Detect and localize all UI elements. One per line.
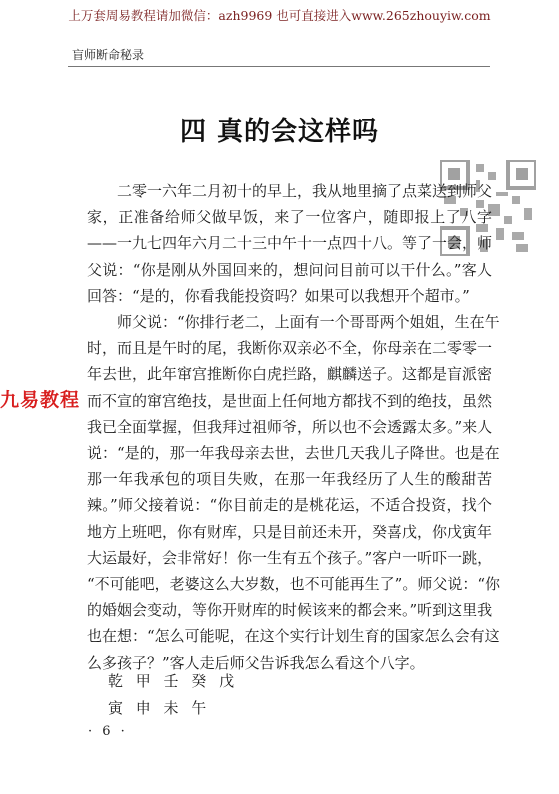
body-line: 么多孩子？”客人走后师父告诉我怎么看这个八字。 xyxy=(87,653,425,672)
body-line: 家，正准备给师父做早饭，来了一位客户，随即报上了八字 xyxy=(87,208,492,227)
body-line: 也在想：“怎么可能呢，在这个实行计划生育的国家怎么会有这 xyxy=(87,627,500,646)
body-line: 师父说：“你排行老二，上面有一个哥哥两个姐姐，生在午 xyxy=(87,313,500,332)
body-line: 二零一六年二月初十的早上，我从地里摘了点菜送到师父 xyxy=(87,182,493,200)
body-line: 那一年我承包的项目失败，在那一年我经历了人生的酸甜苦 xyxy=(87,470,492,489)
body-line: “不可能吧，老婆这么大岁数，也不可能再生了”。师父说：“你 xyxy=(87,575,501,594)
bazi-row-branches: 寅 申 未 午 xyxy=(108,699,211,717)
body-line: 我已全面掌握，但我拜过祖师爷，所以也不会透露太多。”来人 xyxy=(87,417,493,436)
body-line: 而不宣的窜宫绝技，是世面上任何地方都找不到的绝技，虽然 xyxy=(87,391,493,410)
page-number: · 6 · xyxy=(88,724,128,739)
header-divider xyxy=(68,66,490,67)
body-line: 辣。”师父接着说：“你目前走的是桃花运，不适合投资，找个 xyxy=(87,496,492,515)
body-paragraphs xyxy=(87,178,501,676)
body-line: 说：“是的，那一年我母亲去世，去世几天我儿子降世。也是在 xyxy=(87,444,500,463)
body-line: 时，而且是午时的尾，我断你双亲必不全，你母亲在二零零一 xyxy=(87,339,493,358)
body-line: 年去世，此年窜宫推断你白虎拦路，麒麟送子。这都是盲派密 xyxy=(87,365,493,384)
body-line: 地方上班吧，你有财库，只是目前还未开，癸喜戊，你戊寅年 xyxy=(87,522,493,541)
body-line: 的婚姻会变动，等你开财库的时候该来的都会来。”听到这里我 xyxy=(87,601,493,620)
top-watermark: 上万套周易教程请加微信：azh9969 也可直接进入www.265zhouyiw.com xyxy=(68,8,491,23)
left-watermark: 九易教程 xyxy=(0,389,81,411)
bazi-row-stems: 乾 甲 壬 癸 戊 xyxy=(108,672,239,690)
body-line: 回答：“是的，你看我能投资吗？如果可以我想开个超市。” xyxy=(87,286,470,305)
body-line: ——一九七四年六月二十三中午十一点四十八。等了一会，师 xyxy=(87,234,493,253)
running-header-title: 盲师断命秘录 xyxy=(72,48,145,62)
body-line: 父说：“你是刚从外国回来的，想问问目前可以干什么。”客人 xyxy=(87,260,492,279)
chapter-title: 四 真的会这样吗 xyxy=(179,117,380,147)
body-line: 大运最好，会非常好！你一生有五个孩子。”客户一听吓一跳， xyxy=(87,548,493,567)
